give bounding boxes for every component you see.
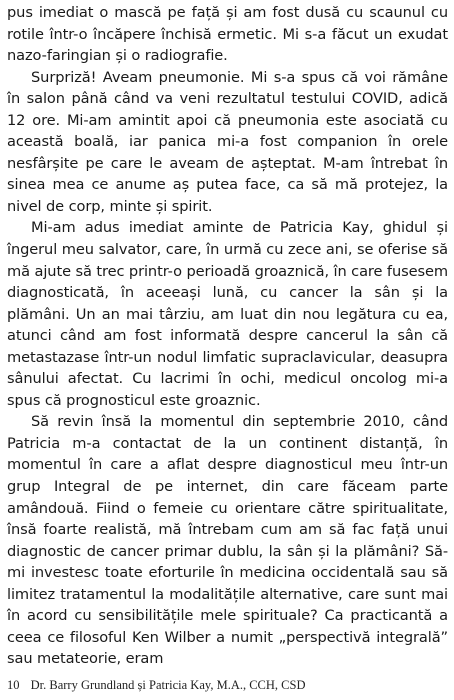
paragraph-continued: pus imediat o mască pe față și am fost dusă cu scaunul cu rotile într-o încăpere închisă ermetic. Mi s-a făcut un exudat nazo-faringian și o radiografie. (7, 4, 448, 65)
page-number: 10 (7, 678, 20, 692)
paragraph-patricia-kay: Mi-am adus imediat aminte de Patricia Kay, ghidul și îngerul meu salvator, care, în urmă cu zece ani, se oferise să mă ajute să trec printr-o perioadă groaznică, în care fusesem diagnosticată, în aceeași lună, cu cancer la sân și la plămâni. Un an mai târziu, am luat din nou legătura cu ea, atunci când am fost informată despre cancerul la sân că metastazase într-un nodul limfatic supraclavicular, deasupra sânului afectat. Cu lacrimi în ochi, medicul oncolog mi-a spus că prognosticul este groaznic. (7, 219, 448, 409)
paragraph-september-2010: Să revin însă la momentul din septembrie 2010, când Patricia m-a contactat de la un continent distanță, în momentul în care a aflat despre diagnosticul meu într-un grup Integral de pe internet, din care făceam parte amândouă. Fiind o femeie cu orientare către spiritualitate, însă foarte realistă, mă întrebam cum am să fac față unui diagnostic de cancer primar dublu, la sân și la plămâni? Să-mi investesc toate eforturile în medicina occidentală sau să limitez tratamentul la modalitățile alternative, care sunt mai în acord cu sensibilitățile mele spirituale? Ca practicantă a ceea ce filosoful Ken Wilber a numit „perspectivă integrală” sau metateorie, eram (7, 413, 448, 668)
page-body (7, 2, 448, 670)
running-head: Dr. Barry Grundland și Patricia Kay, M.A., CCH, CSD (30, 678, 306, 692)
page-footer (7, 678, 306, 693)
paragraph-pneumonia: Surpriză! Aveam pneumonie. Mi s-a spus că voi rămâne în salon până când va veni rezultatul testului COVID, adică 12 ore. Mi-am amintit apoi că pneumonia este asociată cu această boală, iar panica mi-a fost companion în orele nesfârșite pe care le aveam de așteptat. M-am întrebat în sinea mea ce anume aș putea face, ca să mă protejez, la nivel de corp, minte și spirit. (7, 68, 448, 215)
